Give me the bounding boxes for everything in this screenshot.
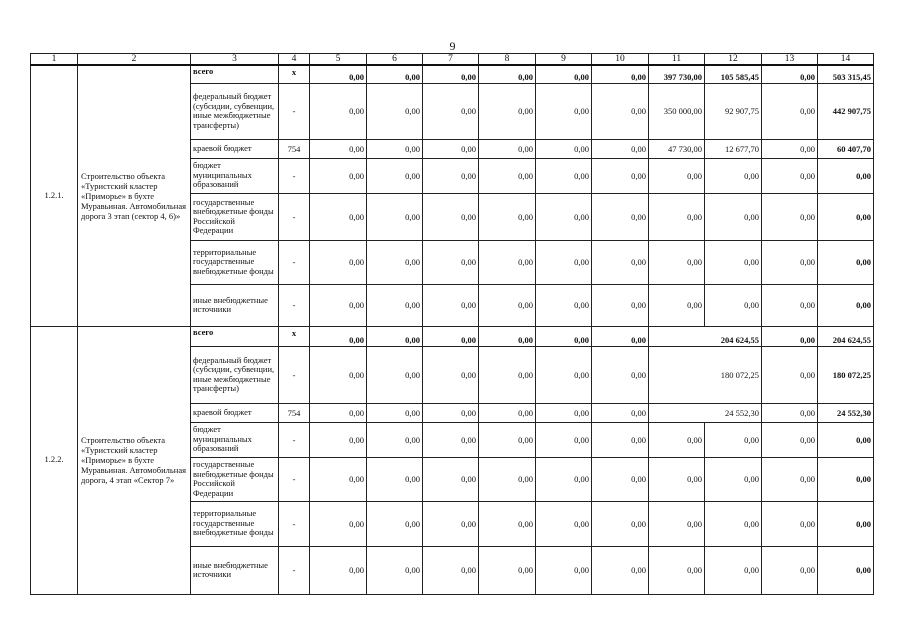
value-cell: 0,00 bbox=[592, 546, 649, 594]
value-cell: 0,00 bbox=[592, 403, 649, 422]
column-header-11: 11 bbox=[649, 54, 705, 66]
value-cell: 0,00 bbox=[592, 83, 649, 139]
value-cell: 0,00 bbox=[479, 240, 536, 284]
value-cell: 0,00 bbox=[818, 422, 874, 457]
funding-source: всего bbox=[191, 65, 279, 83]
value-cell: 0,00 bbox=[592, 422, 649, 457]
column-header-5: 5 bbox=[310, 54, 367, 66]
value-cell: 0,00 bbox=[705, 501, 762, 546]
funding-source: государственные внебюджетные фонды Российской Федерации bbox=[191, 457, 279, 501]
budget-code: - bbox=[279, 240, 310, 284]
value-cell: 0,00 bbox=[592, 457, 649, 501]
budget-code: x bbox=[279, 326, 310, 346]
value-cell: 0,00 bbox=[310, 501, 367, 546]
value-cell: 397 730,00 bbox=[649, 65, 705, 83]
value-cell: 0,00 bbox=[310, 65, 367, 83]
item-name: Строительство объекта «Туристский кластер «Приморье» в бухте Муравьиная. Автомобильная дорога, 4 этап «Сектор 7» bbox=[78, 326, 191, 594]
value-cell: 0,00 bbox=[310, 240, 367, 284]
value-cell: 24 552,30 bbox=[649, 403, 762, 422]
budget-code: x bbox=[279, 65, 310, 83]
column-header-14: 14 bbox=[818, 54, 874, 66]
value-cell: 0,00 bbox=[762, 326, 818, 346]
value-cell: 0,00 bbox=[367, 546, 423, 594]
value-cell: 0,00 bbox=[536, 403, 592, 422]
value-cell: 0,00 bbox=[367, 346, 423, 403]
budget-code: - bbox=[279, 501, 310, 546]
column-header-6: 6 bbox=[367, 54, 423, 66]
value-cell: 0,00 bbox=[762, 501, 818, 546]
value-cell: 0,00 bbox=[592, 65, 649, 83]
value-cell: 0,00 bbox=[818, 193, 874, 240]
value-cell: 0,00 bbox=[536, 457, 592, 501]
value-cell: 0,00 bbox=[762, 422, 818, 457]
value-cell: 0,00 bbox=[762, 193, 818, 240]
value-cell: 0,00 bbox=[423, 193, 479, 240]
column-header-3: 3 bbox=[191, 54, 279, 66]
value-cell: 0,00 bbox=[479, 193, 536, 240]
budget-code: - bbox=[279, 158, 310, 193]
value-cell: 0,00 bbox=[310, 346, 367, 403]
value-cell: 0,00 bbox=[592, 158, 649, 193]
value-cell: 204 624,55 bbox=[818, 326, 874, 346]
value-cell: 0,00 bbox=[367, 158, 423, 193]
value-cell: 0,00 bbox=[310, 403, 367, 422]
value-cell: 0,00 bbox=[423, 284, 479, 326]
value-cell: 0,00 bbox=[423, 546, 479, 594]
value-cell: 0,00 bbox=[818, 240, 874, 284]
value-cell: 0,00 bbox=[367, 240, 423, 284]
value-cell: 0,00 bbox=[536, 65, 592, 83]
funding-source: иные внебюджетные источники bbox=[191, 284, 279, 326]
column-header-4: 4 bbox=[279, 54, 310, 66]
value-cell: 0,00 bbox=[762, 158, 818, 193]
value-cell: 0,00 bbox=[479, 501, 536, 546]
value-cell: 0,00 bbox=[762, 403, 818, 422]
value-cell: 0,00 bbox=[536, 284, 592, 326]
value-cell: 105 585,45 bbox=[705, 65, 762, 83]
value-cell: 0,00 bbox=[536, 83, 592, 139]
value-cell: 0,00 bbox=[536, 240, 592, 284]
page-number: 9 bbox=[449, 39, 456, 53]
value-cell: 442 907,75 bbox=[818, 83, 874, 139]
value-cell: 350 000,00 bbox=[649, 83, 705, 139]
funding-source: краевой бюджет bbox=[191, 139, 279, 158]
budget-code: - bbox=[279, 83, 310, 139]
value-cell: 0,00 bbox=[592, 346, 649, 403]
column-header-13: 13 bbox=[762, 54, 818, 66]
value-cell: 0,00 bbox=[479, 457, 536, 501]
value-cell: 0,00 bbox=[423, 346, 479, 403]
value-cell: 0,00 bbox=[536, 158, 592, 193]
value-cell: 0,00 bbox=[310, 139, 367, 158]
value-cell: 0,00 bbox=[310, 83, 367, 139]
column-header-2: 2 bbox=[78, 54, 191, 66]
column-header-1: 1 bbox=[31, 54, 78, 66]
value-cell: 0,00 bbox=[310, 546, 367, 594]
funding-source: иные внебюджетные источники bbox=[191, 546, 279, 594]
value-cell: 0,00 bbox=[592, 326, 649, 346]
value-cell: 0,00 bbox=[705, 158, 762, 193]
value-cell: 0,00 bbox=[649, 501, 705, 546]
value-cell: 0,00 bbox=[762, 83, 818, 139]
value-cell: 0,00 bbox=[310, 193, 367, 240]
column-header-10: 10 bbox=[592, 54, 649, 66]
value-cell: 0,00 bbox=[818, 501, 874, 546]
value-cell: 0,00 bbox=[367, 326, 423, 346]
value-cell: 0,00 bbox=[705, 546, 762, 594]
budget-code: 754 bbox=[279, 139, 310, 158]
budget-code: - bbox=[279, 193, 310, 240]
value-cell: 0,00 bbox=[762, 139, 818, 158]
budget-code: - bbox=[279, 422, 310, 457]
item-number: 1.2.1. bbox=[31, 65, 78, 326]
column-header-12: 12 bbox=[705, 54, 762, 66]
value-cell: 0,00 bbox=[762, 284, 818, 326]
value-cell: 0,00 bbox=[649, 457, 705, 501]
value-cell: 12 677,70 bbox=[705, 139, 762, 158]
value-cell: 0,00 bbox=[367, 83, 423, 139]
value-cell: 0,00 bbox=[310, 326, 367, 346]
value-cell: 0,00 bbox=[479, 326, 536, 346]
value-cell: 0,00 bbox=[367, 139, 423, 158]
value-cell: 0,00 bbox=[423, 83, 479, 139]
value-cell: 0,00 bbox=[592, 240, 649, 284]
value-cell: 0,00 bbox=[423, 240, 479, 284]
value-cell: 0,00 bbox=[536, 422, 592, 457]
item-name: Строительство объекта «Туристский кластер «Приморье» в бухте Муравьиная. Автомобильная дорога 3 этап (сектор 4, 6)» bbox=[78, 65, 191, 326]
value-cell: 204 624,55 bbox=[649, 326, 762, 346]
value-cell: 0,00 bbox=[536, 139, 592, 158]
item-number: 1.2.2. bbox=[31, 326, 78, 594]
value-cell: 0,00 bbox=[310, 422, 367, 457]
value-cell: 0,00 bbox=[423, 457, 479, 501]
value-cell: 0,00 bbox=[649, 158, 705, 193]
value-cell: 0,00 bbox=[818, 158, 874, 193]
value-cell: 180 072,25 bbox=[818, 346, 874, 403]
value-cell: 0,00 bbox=[762, 240, 818, 284]
value-cell: 0,00 bbox=[310, 457, 367, 501]
column-header-8: 8 bbox=[479, 54, 536, 66]
table-row-total bbox=[31, 326, 874, 346]
value-cell: 0,00 bbox=[310, 284, 367, 326]
value-cell: 0,00 bbox=[818, 284, 874, 326]
value-cell: 0,00 bbox=[649, 193, 705, 240]
value-cell: 0,00 bbox=[367, 284, 423, 326]
value-cell: 60 407,70 bbox=[818, 139, 874, 158]
value-cell: 0,00 bbox=[536, 346, 592, 403]
value-cell: 0,00 bbox=[479, 403, 536, 422]
value-cell: 0,00 bbox=[536, 193, 592, 240]
value-cell: 0,00 bbox=[367, 422, 423, 457]
table-row-total bbox=[31, 65, 874, 83]
budget-code: - bbox=[279, 457, 310, 501]
value-cell: 0,00 bbox=[479, 158, 536, 193]
funding-source: федеральный бюджет (субсидии, субвенции, иные межбюджетные трансферты) bbox=[191, 83, 279, 139]
value-cell: 0,00 bbox=[762, 546, 818, 594]
value-cell: 0,00 bbox=[367, 65, 423, 83]
table-body bbox=[31, 65, 874, 594]
funding-source: территориальные государственные внебюджетные фонды bbox=[191, 501, 279, 546]
value-cell: 0,00 bbox=[818, 457, 874, 501]
value-cell: 0,00 bbox=[536, 326, 592, 346]
column-number-row bbox=[31, 54, 874, 66]
value-cell: 0,00 bbox=[705, 193, 762, 240]
value-cell: 0,00 bbox=[479, 284, 536, 326]
funding-source: федеральный бюджет (субсидии, субвенции, иные межбюджетные трансферты) bbox=[191, 346, 279, 403]
value-cell: 0,00 bbox=[479, 83, 536, 139]
budget-code: - bbox=[279, 284, 310, 326]
value-cell: 0,00 bbox=[592, 139, 649, 158]
funding-source: государственные внебюджетные фонды Российской Федерации bbox=[191, 193, 279, 240]
funding-table bbox=[30, 53, 874, 595]
table-header bbox=[31, 54, 874, 66]
value-cell: 180 072,25 bbox=[649, 346, 762, 403]
value-cell: 47 730,00 bbox=[649, 139, 705, 158]
value-cell: 0,00 bbox=[762, 346, 818, 403]
value-cell: 0,00 bbox=[423, 158, 479, 193]
value-cell: 0,00 bbox=[649, 240, 705, 284]
value-cell: 24 552,30 bbox=[818, 403, 874, 422]
value-cell: 92 907,75 bbox=[705, 83, 762, 139]
value-cell: 0,00 bbox=[649, 422, 705, 457]
value-cell: 503 315,45 bbox=[818, 65, 874, 83]
funding-source: краевой бюджет bbox=[191, 403, 279, 422]
value-cell: 0,00 bbox=[592, 284, 649, 326]
funding-source: бюджет муниципальных образований bbox=[191, 158, 279, 193]
value-cell: 0,00 bbox=[310, 158, 367, 193]
value-cell: 0,00 bbox=[479, 65, 536, 83]
value-cell: 0,00 bbox=[423, 65, 479, 83]
value-cell: 0,00 bbox=[762, 457, 818, 501]
value-cell: 0,00 bbox=[705, 457, 762, 501]
value-cell: 0,00 bbox=[649, 546, 705, 594]
value-cell: 0,00 bbox=[762, 65, 818, 83]
value-cell: 0,00 bbox=[592, 193, 649, 240]
budget-code: - bbox=[279, 546, 310, 594]
value-cell: 0,00 bbox=[705, 284, 762, 326]
value-cell: 0,00 bbox=[367, 457, 423, 501]
value-cell: 0,00 bbox=[423, 403, 479, 422]
funding-source: территориальные государственные внебюджетные фонды bbox=[191, 240, 279, 284]
value-cell: 0,00 bbox=[367, 501, 423, 546]
value-cell: 0,00 bbox=[479, 546, 536, 594]
value-cell: 0,00 bbox=[479, 422, 536, 457]
value-cell: 0,00 bbox=[536, 501, 592, 546]
value-cell: 0,00 bbox=[479, 139, 536, 158]
value-cell: 0,00 bbox=[423, 501, 479, 546]
budget-code: - bbox=[279, 346, 310, 403]
funding-source: всего bbox=[191, 326, 279, 346]
value-cell: 0,00 bbox=[818, 546, 874, 594]
value-cell: 0,00 bbox=[705, 422, 762, 457]
value-cell: 0,00 bbox=[423, 326, 479, 346]
value-cell: 0,00 bbox=[649, 284, 705, 326]
column-header-7: 7 bbox=[423, 54, 479, 66]
value-cell: 0,00 bbox=[367, 193, 423, 240]
value-cell: 0,00 bbox=[536, 546, 592, 594]
value-cell: 0,00 bbox=[423, 139, 479, 158]
value-cell: 0,00 bbox=[423, 422, 479, 457]
column-header-9: 9 bbox=[536, 54, 592, 66]
value-cell: 0,00 bbox=[367, 403, 423, 422]
value-cell: 0,00 bbox=[479, 346, 536, 403]
budget-code: 754 bbox=[279, 403, 310, 422]
value-cell: 0,00 bbox=[705, 240, 762, 284]
value-cell: 0,00 bbox=[592, 501, 649, 546]
funding-source: бюджет муниципальных образований bbox=[191, 422, 279, 457]
